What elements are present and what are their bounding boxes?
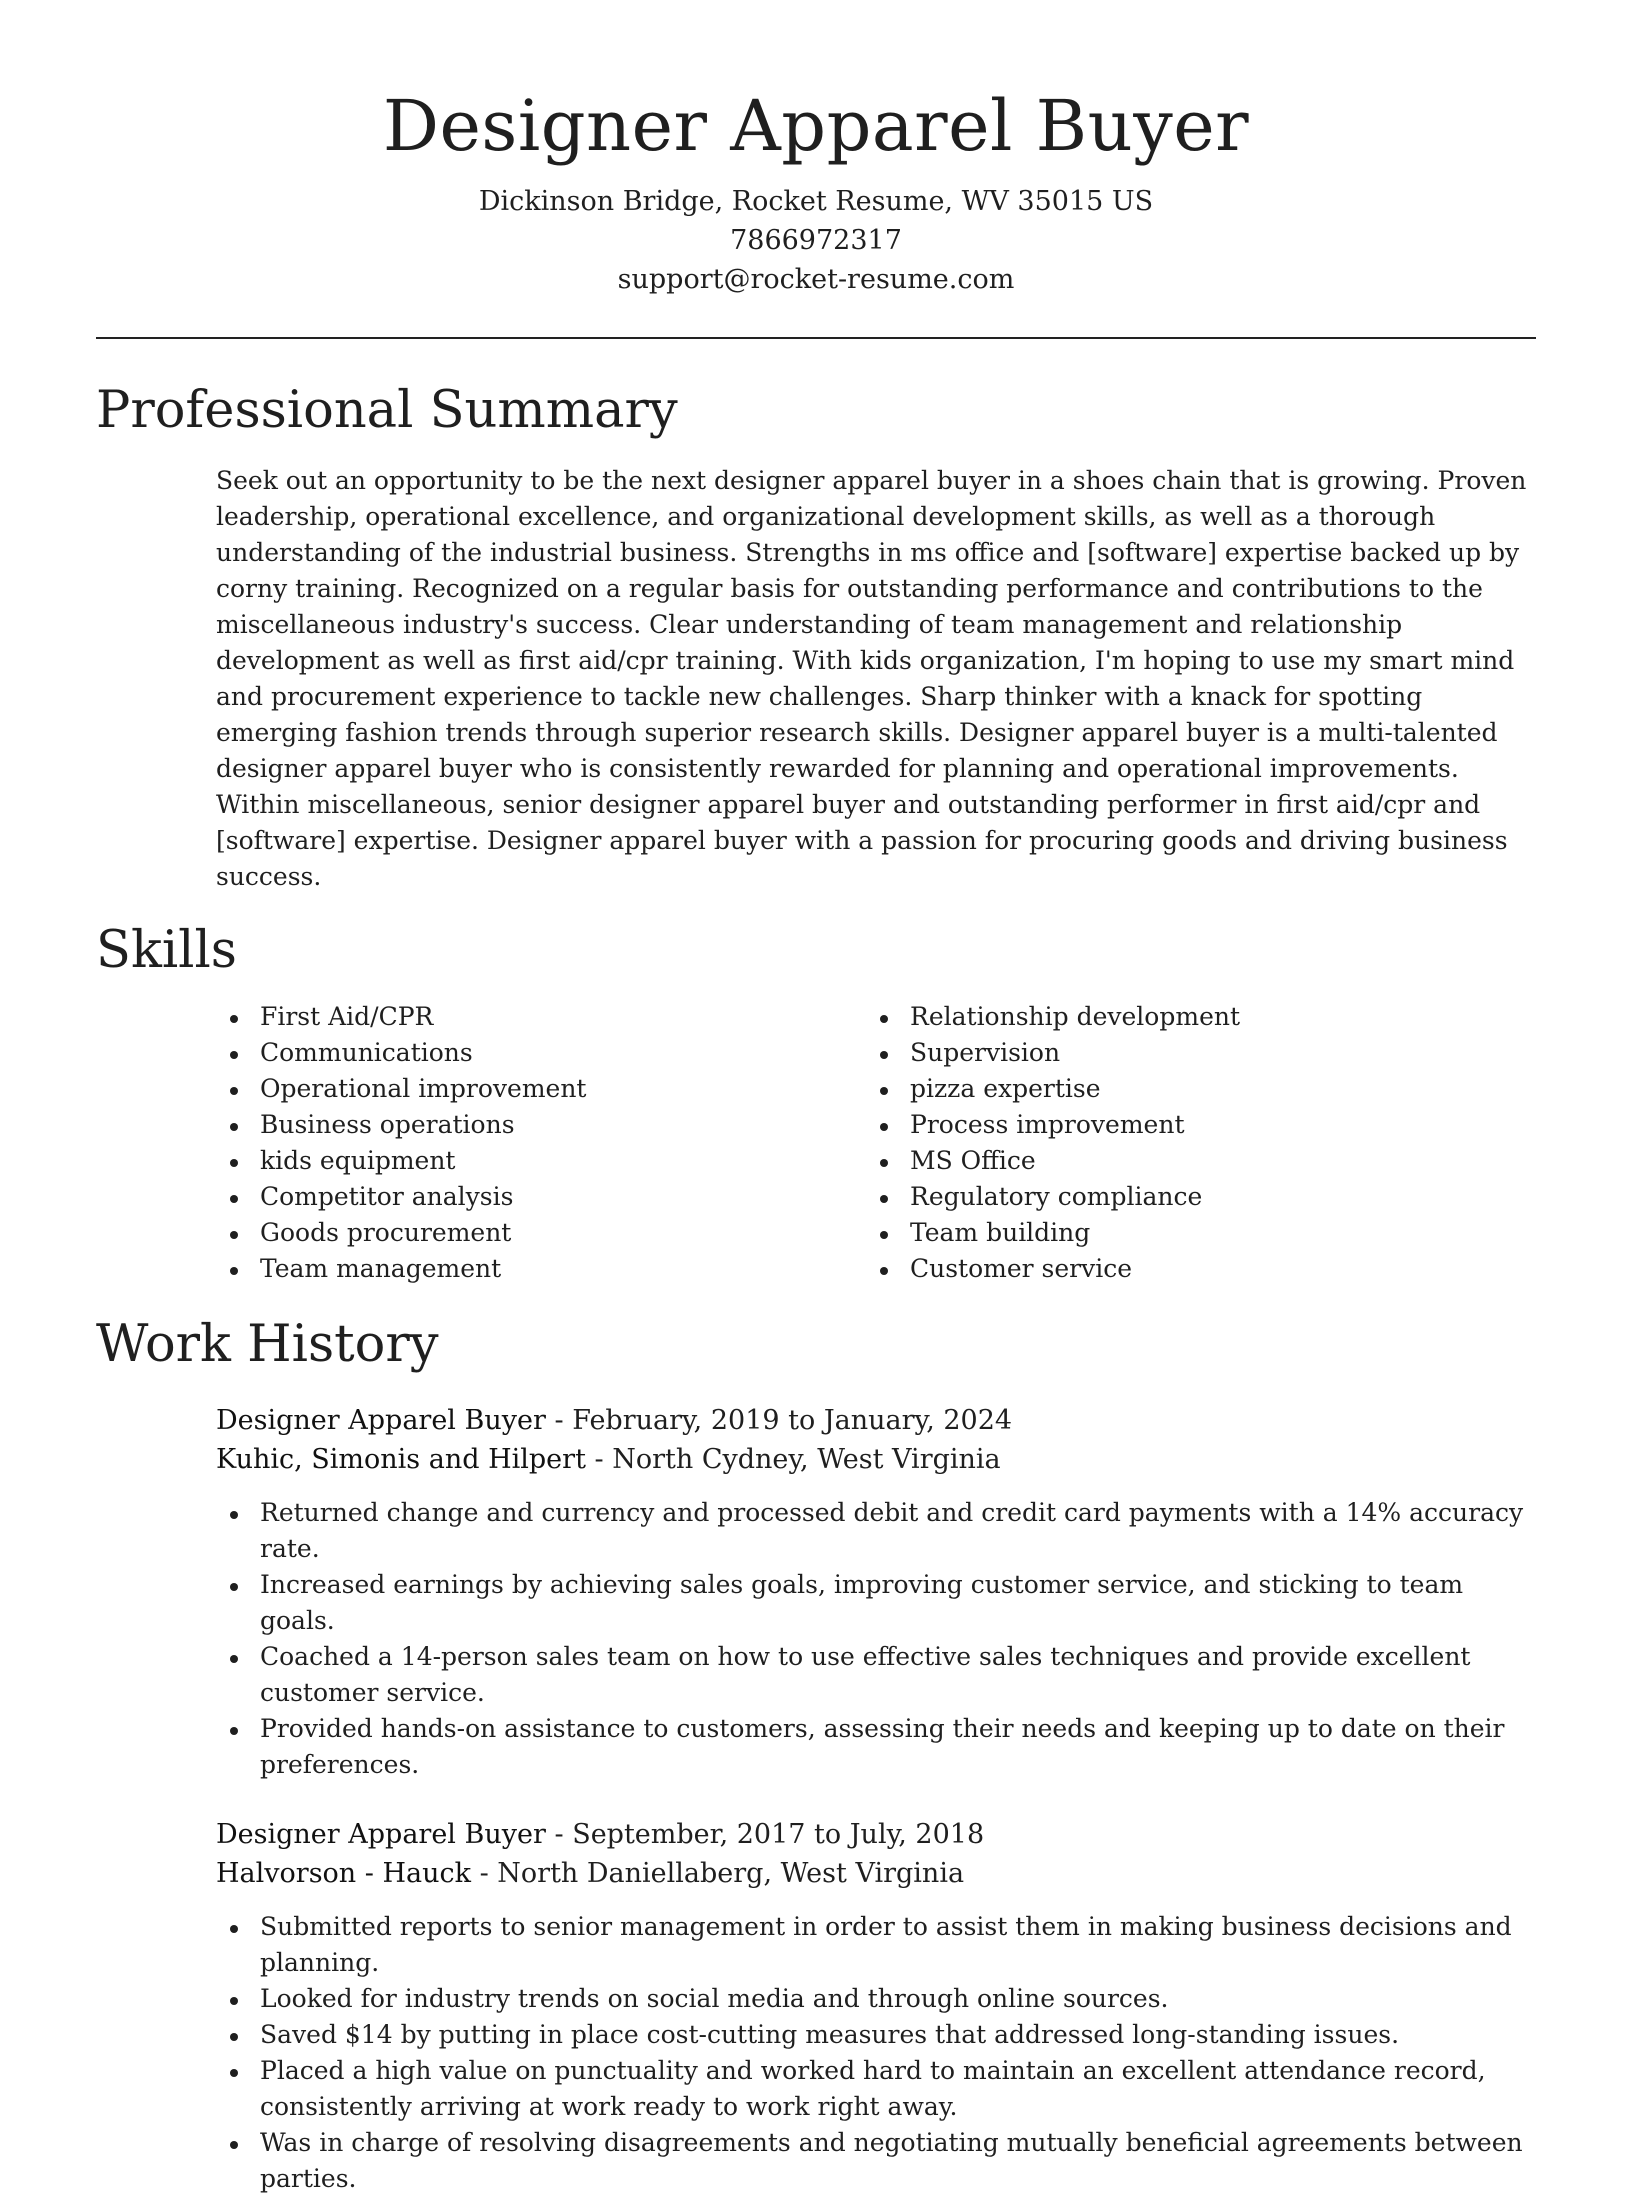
- skill-item: kids equipment: [216, 1143, 866, 1179]
- job-location: - North Daniellaberg, West Virginia: [471, 1858, 965, 1889]
- skill-item: Goods procurement: [216, 1215, 866, 1251]
- skill-item: First Aid/CPR: [216, 999, 866, 1035]
- skill-item: pizza expertise: [866, 1071, 1516, 1107]
- job-title-line: [216, 1401, 1536, 1440]
- skill-item: Business operations: [216, 1107, 866, 1143]
- skills-list-left: [216, 999, 866, 1287]
- job-employer-line: [216, 1440, 1536, 1479]
- skill-item: Regulatory compliance: [866, 1179, 1516, 1215]
- skills-heading: Skills: [96, 921, 237, 980]
- job-location: - North Cydney, West Virginia: [585, 1444, 1001, 1475]
- summary-heading: Professional Summary: [96, 381, 678, 440]
- summary-section: [96, 379, 1536, 895]
- skills-columns: [216, 999, 1536, 1287]
- job-bullet: Submitted reports to senior management in order to assist them in making business decisions and planning.: [216, 1909, 1536, 1981]
- job-bullets: [216, 1495, 1536, 1783]
- skill-item: Operational improvement: [216, 1071, 866, 1107]
- job-dates: - September, 2017 to July, 2018: [545, 1819, 985, 1850]
- address-line: Dickinson Bridge, Rocket Resume, WV 35015 US: [478, 186, 1154, 217]
- skill-item: Competitor analysis: [216, 1179, 866, 1215]
- skill-item: Supervision: [866, 1035, 1516, 1071]
- job-bullet: Was in charge of resolving disagreements and negotiating mutually beneficial agreements between parties.: [216, 2125, 1536, 2197]
- skills-section: [96, 919, 1536, 1287]
- work-history-heading: Work History: [96, 1315, 439, 1374]
- work-history-section: [96, 1313, 1536, 2197]
- job-bullet: Provided hands-on assistance to customers, assessing their needs and keeping up to date on their preferences.: [216, 1711, 1536, 1783]
- job-company: Halvorson - Hauck: [216, 1858, 471, 1889]
- job-company: Kuhic, Simonis and Hilpert: [216, 1444, 586, 1475]
- job-bullets: [216, 1909, 1536, 2197]
- job-entry: [216, 1815, 1536, 2197]
- skill-item: Team management: [216, 1251, 866, 1287]
- resume-header: [96, 0, 1536, 299]
- summary-paragraph: Seek out an opportunity to be the next designer apparel buyer in a shoes chain that is growing. Proven leadership, operational excellence, and organizational development skills, as well as a thorough understanding of the industrial business. Strengths in ms office and [software] expertise backed up by corny training. Recognized on a regular basis for outstanding performance and contributions to the miscellaneous industry's success. Clear understanding of team management and relationship development as well as first aid/cpr training. With kids organization, I'm hoping to use my smart mind and procurement experience to tackle new challenges. Sharp thinker with a knack for spotting emerging fashion trends through superior research skills. Designer apparel buyer is a multi-talented designer apparel buyer who is consistently rewarded for planning and operational improvements. Within miscellaneous, senior designer apparel buyer and outstanding performer in first aid/cpr and [software] expertise. Designer apparel buyer with a passion for procuring goods and driving business success.: [216, 466, 1527, 891]
- job-title-line: [216, 1815, 1536, 1854]
- skill-item: Process improvement: [866, 1107, 1516, 1143]
- job-bullet: Returned change and currency and processed debit and credit card payments with a 14% accuracy rate.: [216, 1495, 1536, 1567]
- skill-item: Team building: [866, 1215, 1516, 1251]
- job-dates: - February, 2019 to January, 2024: [545, 1405, 1013, 1436]
- job-entry: [216, 1401, 1536, 1783]
- job-bullet: Placed a high value on punctuality and worked hard to maintain an excellent attendance record, consistently arriving at work ready to work right away.: [216, 2053, 1536, 2125]
- job-bullet: Saved $14 by putting in place cost-cutting measures that addressed long-standing issues.: [216, 2017, 1536, 2053]
- header-divider: [96, 337, 1536, 339]
- phone-line: 7866972317: [730, 225, 902, 256]
- job-bullet: Coached a 14-person sales team on how to use effective sales techniques and provide excellent customer service.: [216, 1639, 1536, 1711]
- skill-item: Customer service: [866, 1251, 1516, 1287]
- job-role: Designer Apparel Buyer: [216, 1819, 546, 1850]
- skill-item: MS Office: [866, 1143, 1516, 1179]
- job-employer-line: [216, 1854, 1536, 1893]
- skill-item: Relationship development: [866, 999, 1516, 1035]
- candidate-title: Designer Apparel Buyer: [382, 85, 1250, 167]
- contact-block: [96, 182, 1536, 299]
- job-role: Designer Apparel Buyer: [216, 1405, 546, 1436]
- resume-page: [96, 0, 1536, 2197]
- job-bullet: Looked for industry trends on social media and through online sources.: [216, 1981, 1536, 2017]
- skill-item: Communications: [216, 1035, 866, 1071]
- email-line: support@rocket-resume.com: [617, 264, 1015, 295]
- skills-list-right: [866, 999, 1516, 1287]
- job-bullet: Increased earnings by achieving sales goals, improving customer service, and sticking to team goals.: [216, 1567, 1536, 1639]
